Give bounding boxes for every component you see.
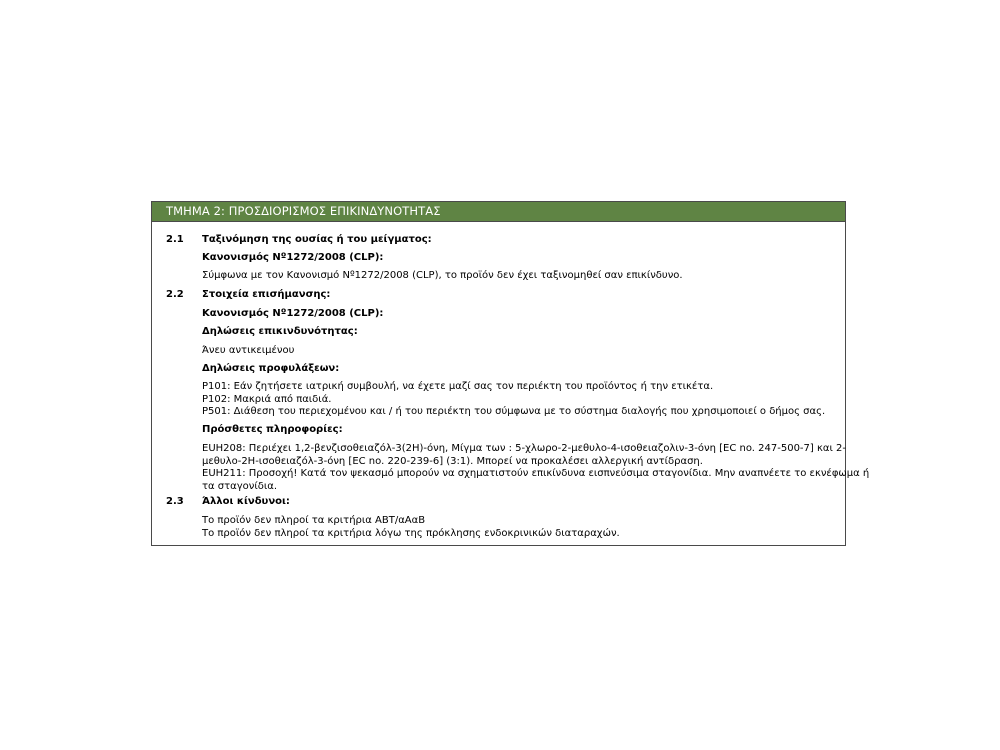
regulation-label-2-2: Κανονισμός Nº1272/2008 (CLP):: [202, 308, 384, 319]
additional-info-line: EUH211: Προσοχή! Κατά τον ψεκασμό μπορούν να σχηματιστούν επικίνδυνα εισπνεύσιμα σταγονίδια. Μην αναπνέετε το εκνέφωμα ή: [202, 468, 870, 479]
subsection-title-2-2: Στοιχεία επισήμανσης:: [202, 289, 331, 300]
subsection-number-2-3: 2.3: [166, 496, 184, 507]
other-hazards-text: [202, 515, 832, 540]
hazard-statements-title: Δηλώσεις επικινδυνότητας:: [202, 326, 358, 337]
subsection-title-2-1: Ταξινόμηση της ουσίας ή του μείγματος:: [202, 234, 432, 245]
regulation-label-2-1: Κανονισμός Nº1272/2008 (CLP):: [202, 252, 384, 263]
precaution-item: P101: Εάν ζητήσετε ιατρική συμβουλή, να έχετε μαζί σας τον περιέκτη του προϊόντος ή την ετικέτα.: [202, 381, 714, 392]
section-header: ΤΜΗΜΑ 2: ΠΡΟΣΔΙΟΡΙΣΜΟΣ ΕΠΙΚΙΝΔΥΝΟΤΗΤΑΣ: [152, 202, 845, 222]
section-2-box: [151, 201, 870, 546]
additional-info-line: μεθυλο-2Η-ισοθειαζόλ-3-όνη [EC no. 220-239-6] (3:1). Μπορεί να προκαλέσει αλλεργική αντίδραση.: [202, 455, 703, 467]
precautionary-statements-title: Δηλώσεις προφυλάξεων:: [202, 363, 340, 374]
hazard-statements-text: Άνευ αντικειμένου: [202, 345, 295, 356]
other-hazards-line: Το προϊόν δεν πληροί τα κριτήρια ΑΒΤ/αΑαΒ: [202, 515, 426, 526]
additional-info-title: Πρόσθετες πληροφορίες:: [202, 424, 343, 435]
precautionary-statements-list: [202, 381, 832, 419]
precaution-item: P501: Διάθεση του περιεχομένου και / ή του περιέκτη του σύμφωνα με το σύστημα διαλογής που χρησιμοποιεί ο δήμος σας.: [202, 406, 826, 417]
subsection-title-2-3: Άλλοι κίνδυνοι:: [202, 496, 290, 507]
subsection-number-2-2: 2.2: [166, 289, 184, 300]
precaution-item: P102: Μακριά από παιδιά.: [202, 393, 332, 405]
additional-info-line: EUH208: Περιέχει 1,2-βενζισοθειαζόλ-3(2Η)-όνη, Μίγμα των : 5-χλωρο-2-μεθυλο-4-ισοθειαζολιν-3-όνη [EC no. 247-500-7] και 2-: [202, 443, 846, 454]
subsection-number-2-1: 2.1: [166, 234, 184, 245]
additional-info-text: [202, 443, 870, 493]
additional-info-line: τα σταγονίδια.: [202, 480, 278, 492]
classification-text: Σύμφωνα με τον Κανονισμό Nº1272/2008 (CLP), το προϊόν δεν έχει ταξινομηθεί σαν επικίνδυνο.: [202, 270, 683, 281]
other-hazards-line: Το προϊόν δεν πληροί τα κριτήρια λόγω της πρόκλησης ενδοκρινικών διαταραχών.: [202, 527, 620, 539]
